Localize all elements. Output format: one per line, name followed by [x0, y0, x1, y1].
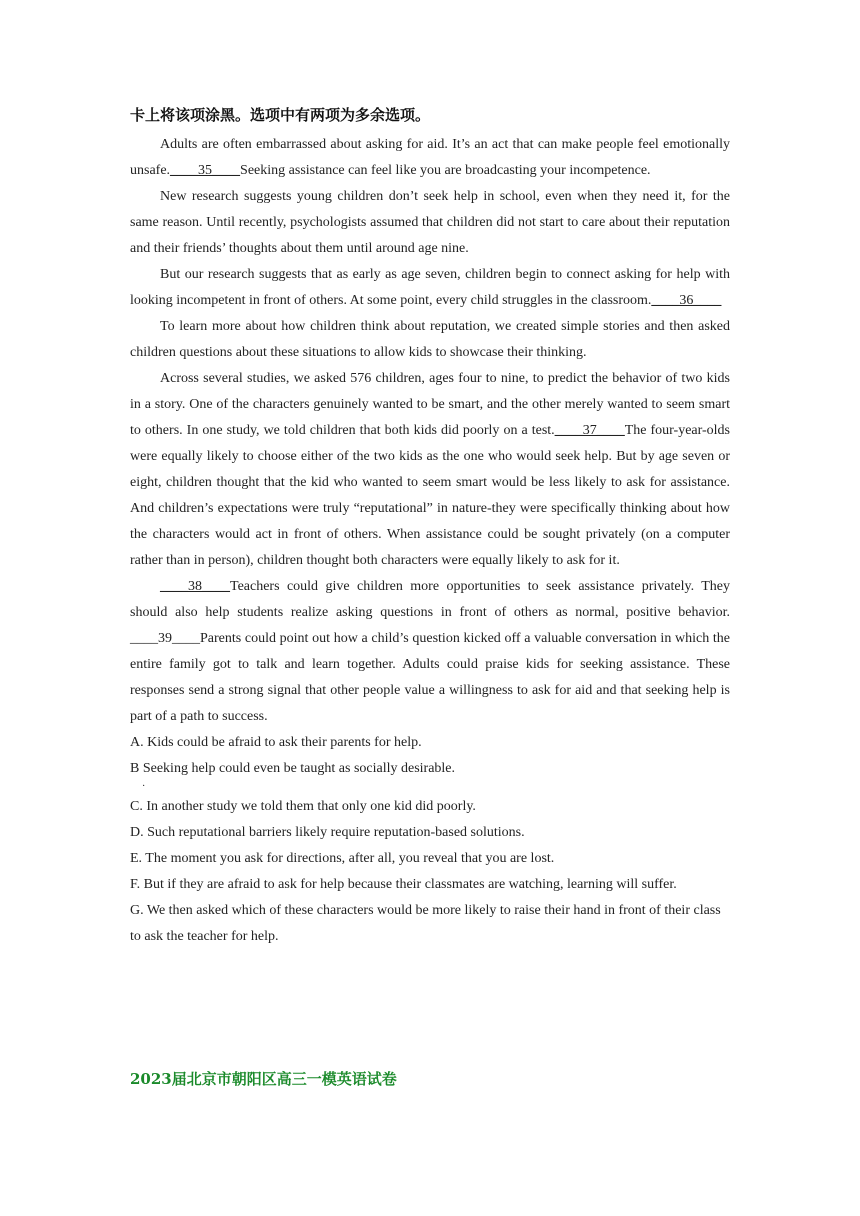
- paragraph-text: Seeking assistance can feel like you are broadcasting your incompetence.: [240, 163, 651, 178]
- blank-36: ____36____: [651, 293, 722, 308]
- blank-38: ____38____: [160, 579, 230, 594]
- paragraph-text: Adults are often embarrassed about asking for aid. It’s an act that can make people feel emotionally unsafe.: [130, 137, 730, 178]
- paragraph-3: [130, 262, 730, 314]
- option-f: F. But if they are afraid to ask for help because their classmates are watching, learning will suffer.: [130, 877, 677, 892]
- option-e: E. The moment you ask for directions, after all, you reveal that you are lost.: [130, 851, 555, 866]
- paragraph-text: Across several studies, we asked 576 children, ages four to nine, to predict the behavior of two kids in a story. One of the characters genuinely wanted to be smart, and the other merely wanted to seem smart to others. In one study, we told children that both kids did poorly on a test.: [130, 371, 730, 438]
- option-b: B Seeking help could even be taught as socially desirable.: [130, 761, 456, 776]
- exam-title: 2023届北京市朝阳区高三一模英语试卷: [130, 1070, 397, 1088]
- option-g: G. We then asked which of these characters would be more likely to raise their hand in front of their class to ask the teacher for help.: [130, 903, 721, 944]
- stray-dot: ·: [142, 781, 146, 792]
- instruction-heading: 卡上将该项涂黑。选项中有两项为多余选项。: [130, 106, 431, 124]
- paragraph-text: The four-year-olds were equally likely to choose either of the two kids as the one who would seek help. But by age seven or eight, children thought that the kid who wanted to seem smart would be less likely to ask for assistance. And children’s expectations were truly “reputational” in nature-they were specifically thinking about how the characters would act in front of others. When assistance could be sought privately (on a computer rather than in person), children thought both characters were equally likely to ask for it.: [130, 423, 731, 568]
- paragraph-text: Teachers could give children more opportunities to seek assistance privately. They should also help students realize asking questions in front of others as normal, positive behavior. ____39____Parents could point out how a child’s question kicked off a valuable conversation in which the entire family got to talk and learn together. Adults could praise kids for seeking assistance. These responses send a strong signal that other people value a willingness to ask for aid and that seeking help is part of a path to success.: [130, 579, 730, 724]
- option-d: D. Such reputational barriers likely require reputation-based solutions.: [130, 825, 525, 840]
- document-body: [130, 100, 730, 950]
- paragraph-4: [130, 314, 730, 366]
- paragraph-text: But our research suggests that as early as age seven, children begin to connect asking for help with looking incompetent in front of others. At some point, every child struggles in the classroom.: [130, 267, 730, 308]
- paragraph-1: [130, 132, 730, 184]
- option-a: A. Kids could be afraid to ask their parents for help.: [130, 735, 422, 750]
- blank-37: ____37____: [554, 423, 625, 438]
- paragraph-text: New research suggests young children don’t seek help in school, even when they need it, for the same reason. Until recently, psychologists assumed that children did not start to care about their reputation and their friends’ thoughts about them until around age nine.: [130, 189, 730, 256]
- option-c: C. In another study we told them that only one kid did poorly.: [130, 799, 476, 814]
- paragraph-6: [130, 574, 730, 730]
- paragraph-2: [130, 184, 730, 262]
- paragraph-text: To learn more about how children think about reputation, we created simple stories and then asked children questions about these situations to allow kids to showcase their thinking.: [130, 319, 730, 360]
- blank-35: ____35____: [170, 163, 241, 178]
- paragraph-5: [130, 366, 730, 574]
